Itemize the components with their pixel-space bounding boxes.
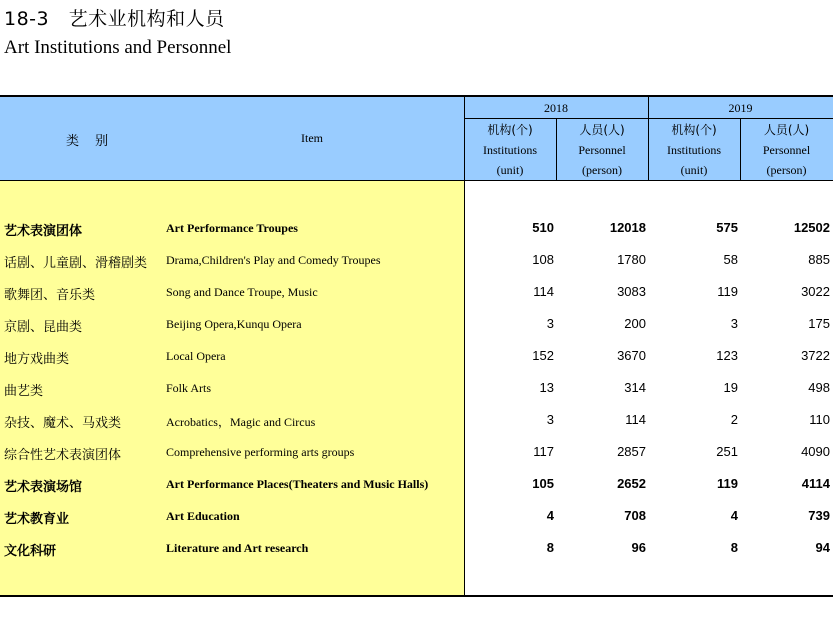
cell-personnel-2018: 12018 xyxy=(609,220,646,235)
header-personnel-unit: (person) xyxy=(582,163,622,177)
cell-personnel-2019: 3722 xyxy=(801,348,830,363)
cell-institutions-2018: 152 xyxy=(532,348,554,363)
cell-institutions-2019: 3 xyxy=(730,316,738,331)
year-header-2019: 2019 xyxy=(728,101,753,115)
cell-personnel-2018: 1780 xyxy=(617,252,646,267)
row-category-cn: 曲艺类 xyxy=(4,384,44,399)
cell-institutions-2019: 4 xyxy=(730,508,738,523)
category-header-cn: 类 别 xyxy=(66,134,115,149)
cell-personnel-2019: 110 xyxy=(809,412,830,427)
cell-institutions-2019: 19 xyxy=(723,380,738,395)
cell-institutions-2019: 575 xyxy=(716,220,738,235)
header-personnel-2018 xyxy=(556,120,648,180)
header-institutions-cn: 机构(个) xyxy=(671,123,717,137)
cell-institutions-2019: 123 xyxy=(716,348,738,363)
table-row xyxy=(0,276,833,308)
row-category-cn: 艺术教育业 xyxy=(4,512,70,527)
header-institutions-cn: 机构(个) xyxy=(487,123,533,137)
cell-personnel-2019: 4090 xyxy=(801,444,830,459)
cell-institutions-2018: 108 xyxy=(532,252,554,267)
header-personnel-unit: (person) xyxy=(766,163,807,177)
cell-institutions-2018: 13 xyxy=(539,380,554,395)
cell-institutions-2018: 510 xyxy=(532,220,554,235)
row-item-en: Art Performance Places(Theaters and Music Halls) xyxy=(166,477,429,491)
row-item-en: Art Education xyxy=(166,509,240,523)
row-category-cn: 杂技、魔术、马戏类 xyxy=(4,416,122,431)
cell-institutions-2019: 8 xyxy=(730,540,738,555)
table-row xyxy=(0,500,833,532)
table-row xyxy=(0,372,833,404)
cell-personnel-2018: 3083 xyxy=(617,284,646,299)
page-title-en: Art Institutions and Personnel xyxy=(4,37,232,58)
table-row xyxy=(0,468,833,500)
row-category-cn: 地方戏曲类 xyxy=(4,352,70,367)
table-row xyxy=(0,308,833,340)
row-category-cn: 艺术表演团体 xyxy=(4,224,83,239)
cell-personnel-2018: 3670 xyxy=(617,348,646,363)
table-bottom-rule xyxy=(0,595,833,597)
cell-personnel-2018: 2857 xyxy=(617,444,646,459)
header-personnel-2019 xyxy=(740,120,833,180)
table-row xyxy=(0,404,833,436)
row-item-en: Comprehensive performing arts groups xyxy=(166,445,355,459)
cell-institutions-2019: 2 xyxy=(730,412,738,427)
cell-institutions-2018: 3 xyxy=(546,412,554,427)
row-item-en: Art Performance Troupes xyxy=(166,221,298,235)
row-item-en: Folk Arts xyxy=(166,381,212,395)
table-row xyxy=(0,436,833,468)
cell-institutions-2018: 117 xyxy=(533,444,554,459)
row-item-en: Drama,Children's Play and Comedy Troupes xyxy=(166,253,381,267)
cell-personnel-2018: 96 xyxy=(631,540,646,555)
header-personnel-cn: 人员(人) xyxy=(763,123,810,137)
page-title-cn: 18-3 艺术业机构和人员 xyxy=(4,8,225,30)
header-institutions-2019 xyxy=(648,120,740,180)
row-category-cn: 京剧、昆曲类 xyxy=(4,320,83,335)
cell-institutions-2019: 58 xyxy=(723,252,738,267)
header-institutions-unit: (unit) xyxy=(680,163,708,177)
table-row xyxy=(0,212,833,244)
cell-personnel-2019: 4114 xyxy=(801,476,830,491)
cell-personnel-2019: 12502 xyxy=(793,220,830,235)
header-personnel-en: Personnel xyxy=(762,143,811,157)
header-institutions-en: Institutions xyxy=(666,143,721,157)
header-personnel-cn: 人员(人) xyxy=(579,123,625,137)
cell-personnel-2019: 94 xyxy=(815,540,830,555)
cell-institutions-2018: 3 xyxy=(546,316,554,331)
row-item-en: Acrobatics，Magic and Circus xyxy=(166,415,316,429)
item-header-en: Item xyxy=(301,131,323,145)
header-personnel-en: Personnel xyxy=(578,143,626,157)
cell-institutions-2018: 105 xyxy=(532,476,554,491)
cell-personnel-2018: 200 xyxy=(624,316,646,331)
cell-institutions-2018: 114 xyxy=(533,284,554,299)
row-category-cn: 文化科研 xyxy=(4,544,57,559)
table-row xyxy=(0,340,833,372)
cell-institutions-2019: 119 xyxy=(717,284,738,299)
year-header-2018: 2018 xyxy=(544,101,568,115)
row-category-cn: 综合性艺术表演团体 xyxy=(4,448,122,463)
row-item-en: Song and Dance Troupe, Music xyxy=(166,285,318,299)
cell-personnel-2019: 3022 xyxy=(801,284,830,299)
cell-personnel-2019: 175 xyxy=(808,316,830,331)
table-row xyxy=(0,244,833,276)
cell-personnel-2019: 739 xyxy=(808,508,830,523)
cell-personnel-2018: 314 xyxy=(624,380,646,395)
cell-institutions-2019: 251 xyxy=(716,444,738,459)
cell-personnel-2018: 2652 xyxy=(617,476,646,491)
row-category-cn: 歌舞团、音乐类 xyxy=(4,288,96,303)
row-category-cn: 话剧、儿童剧、滑稽剧类 xyxy=(4,256,148,271)
header-institutions-2018 xyxy=(464,120,556,180)
cell-institutions-2018: 4 xyxy=(546,508,554,523)
cell-personnel-2018: 708 xyxy=(624,508,646,523)
row-item-en: Beijing Opera,Kunqu Opera xyxy=(166,317,302,331)
cell-personnel-2018: 114 xyxy=(625,412,646,427)
row-category-cn: 艺术表演场馆 xyxy=(4,480,83,495)
header-institutions-unit: (unit) xyxy=(496,163,524,177)
cell-institutions-2019: 119 xyxy=(717,476,738,491)
table-row xyxy=(0,532,833,564)
row-item-en: Local Opera xyxy=(166,349,226,363)
cell-institutions-2018: 8 xyxy=(546,540,554,555)
header-bottom-rule xyxy=(0,180,833,181)
cell-personnel-2019: 885 xyxy=(808,252,830,267)
row-item-en: Literature and Art research xyxy=(166,541,309,555)
cell-personnel-2019: 498 xyxy=(808,380,830,395)
header-institutions-en: Institutions xyxy=(482,143,537,157)
